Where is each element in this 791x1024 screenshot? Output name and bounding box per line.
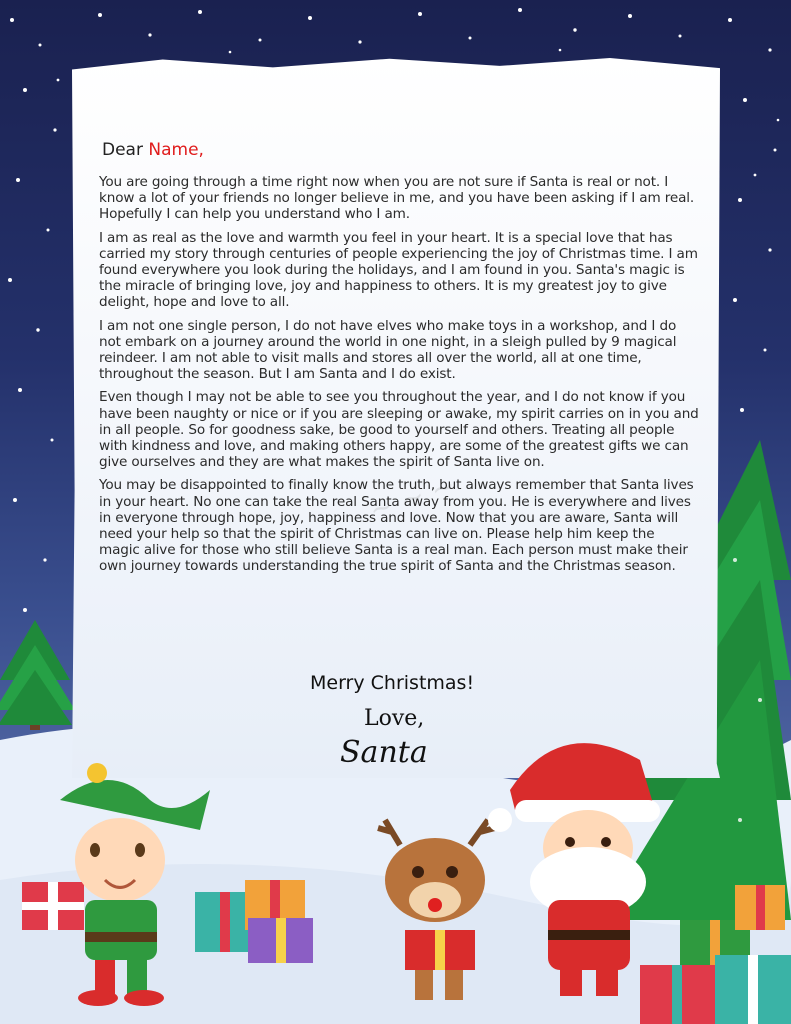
watermark: ~ ~ ~ [365,468,460,528]
santa-character [488,743,660,996]
letter-paragraph: Even though I may not be able to see you throughout the year, and I do not know if you have been naughty or nice or if you are sleeping or awake, my spirit carries on in you and in all people. So for goodness sake, be good to yourself and others. Treating all people with kindness and love, and making others happy, are some of the greatest gifts we can give ourselves and they are what makes the spirit of Santa live on. [99,389,699,471]
recipient-name-placeholder: Name, [148,140,204,160]
greeting-prefix: Dear [102,140,143,160]
letter-paragraph: I am as real as the love and warmth you feel in your heart. It is a special love that has carried my story through centuries of people experiencing the joy of Christmas time. I am found everywhere you look during the holidays, and I am found in you. Santa's magic is the miracle of bringing love, joy and happiness to others. It is my greatest joy to give delight, hope and love to all. [99,229,698,311]
letter-paragraph: I am not one single person, I do not have elves who make toys in a workshop, and I do not embark on a journey around the world in one night, in a sleigh pulled by 9 magical reindeer. I am not able to visit malls and stores all over the world, all at one time, throughout the season. But I am Santa and I do exist. [99,317,677,383]
reindeer-character [378,820,495,1000]
present-icon [195,880,313,963]
letter-paragraph: You may be disappointed to finally know the truth, but always remember that Santa lives in your heart. No one can take the real Santa away from you. He is everywhere and lives in everyone through hope, joy, happiness and love. Now that you are aware, Santa will need your help so that the spirit of Christmas can live on. Please help him keep the magic alive for those who still believe Santa is a real man. Each person must make their own journey towards understanding the true spirit of Santa and the Christmas season. [99,477,694,575]
closing-line: Merry Christmas! [310,672,475,694]
signature: Santa [340,735,428,770]
valediction: Love, [364,706,425,731]
present-icon [640,885,791,1024]
letter-paragraph: You are going through a time right now when you are not sure if Santa is real or not. I know a lot of your friends no longer believe in me, and you have been asking if I am real. Hopefully I can help you understand who I am. [99,174,695,223]
present-icon [22,882,84,930]
